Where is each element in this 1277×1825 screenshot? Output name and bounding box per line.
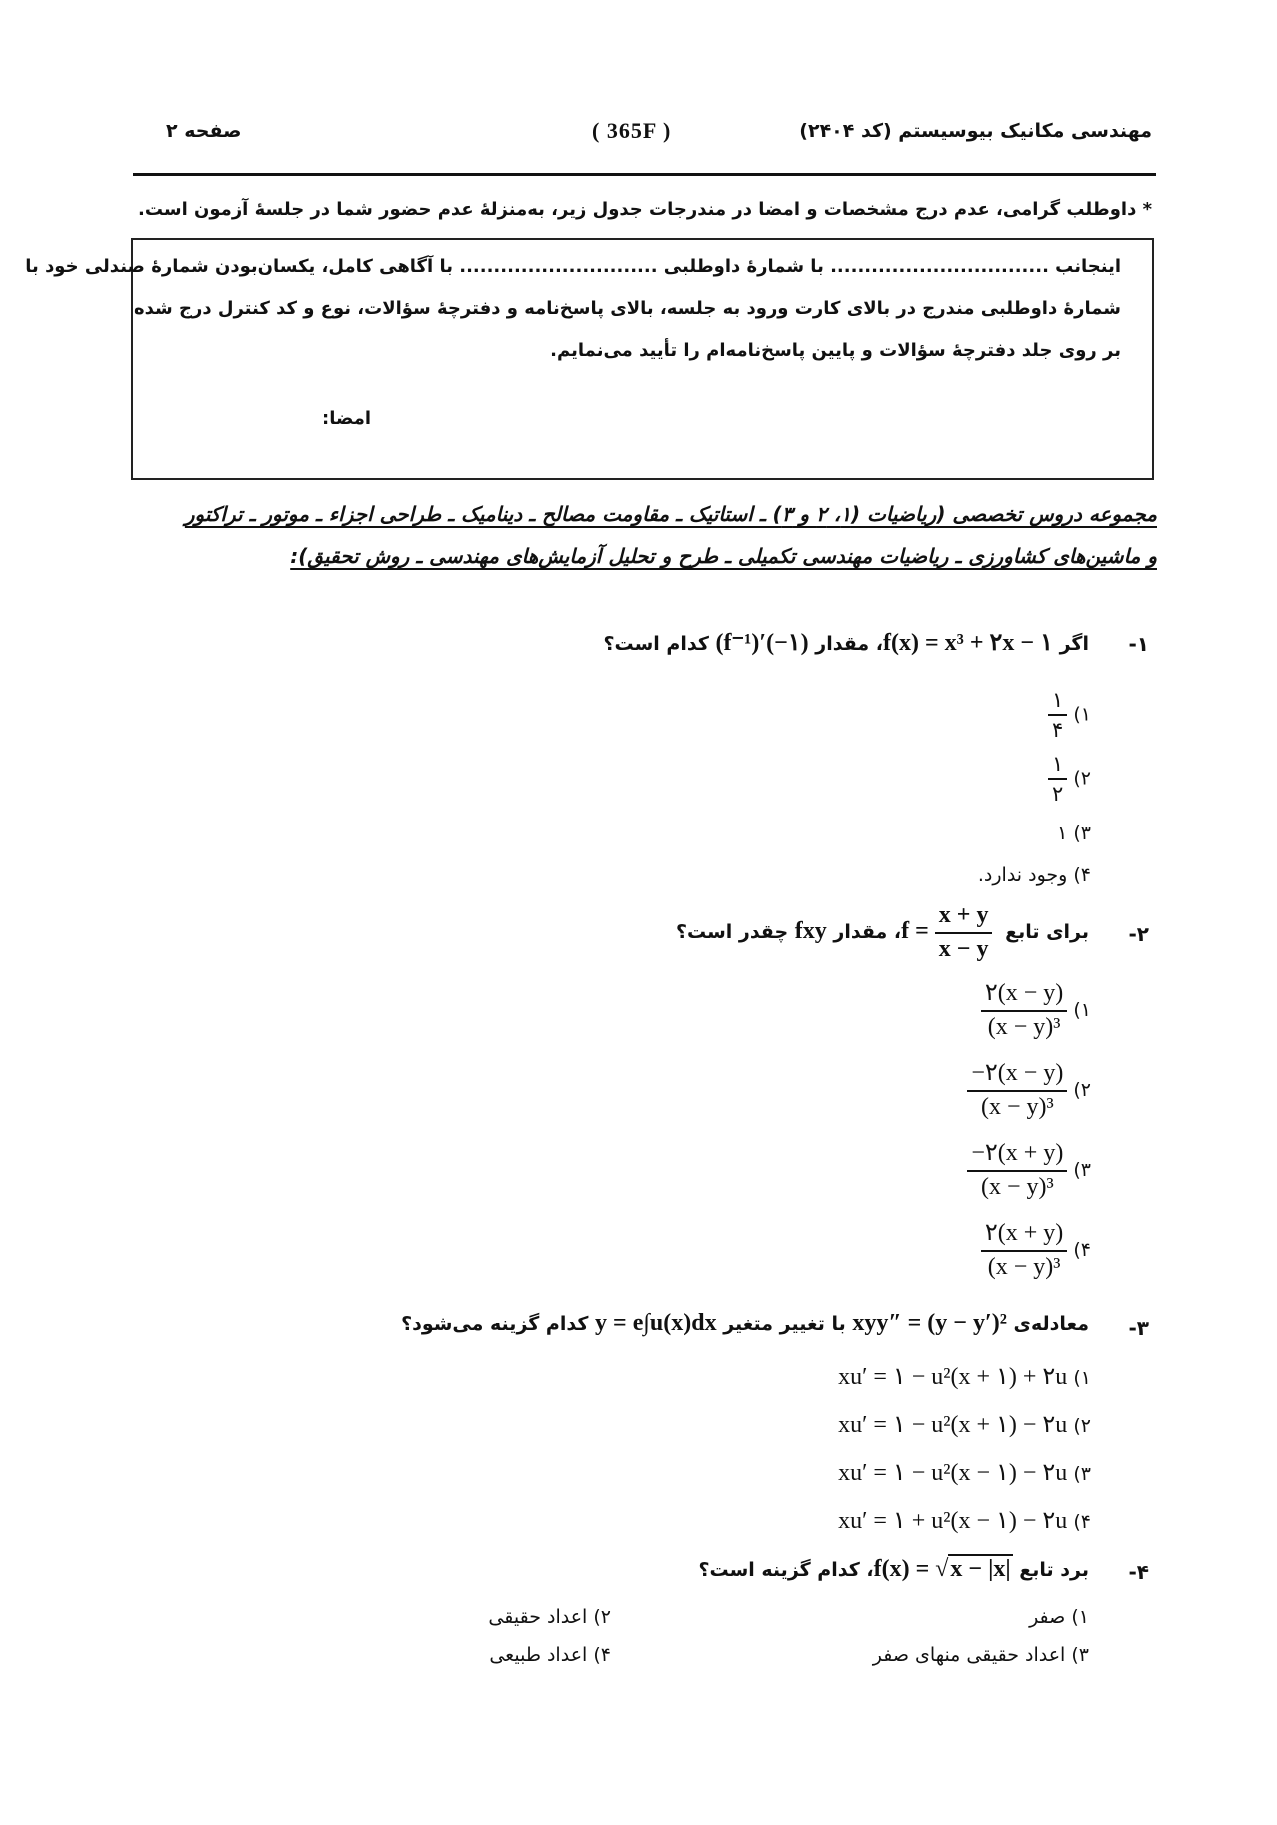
- question-1-stem: [603, 628, 1089, 657]
- option-text: اعداد حقیقی منهای صفر: [872, 1644, 1066, 1666]
- question-3-option-4[interactable]: [838, 1506, 1091, 1535]
- question-2-formula-2: fxy: [794, 918, 827, 945]
- option-label: ۱): [1071, 1606, 1089, 1628]
- option-text: xu′ = ۱ − u²(x + ۱) + ۲u: [838, 1364, 1068, 1390]
- question-2-stem: [676, 902, 1089, 963]
- radicand: x − |x|: [950, 1556, 1011, 1582]
- option-label: ۴): [1073, 1239, 1091, 1262]
- question-1-prefix: اگر: [1059, 633, 1089, 655]
- fraction: [1048, 752, 1067, 806]
- question-4-prefix: برد تابع: [1019, 1559, 1089, 1581]
- question-3-middle: با تغییر متغیر: [723, 1313, 846, 1335]
- denominator: x − y: [938, 935, 989, 962]
- fraction: [1048, 688, 1067, 742]
- question-2-option-1[interactable]: [981, 980, 1091, 1041]
- question-3-formula-2: y = e∫u(x)dx: [595, 1310, 717, 1336]
- option-label: ۳): [1073, 1463, 1091, 1485]
- option-label: ۲): [1073, 1079, 1091, 1102]
- option-label: ۴): [593, 1644, 611, 1666]
- question-1-formula: f(x) = x³ + ۲x − ۱: [883, 630, 1053, 656]
- denominator: (x − y)³: [980, 1093, 1054, 1120]
- fraction: [981, 1220, 1067, 1281]
- question-2-number: ۲-: [1128, 922, 1149, 946]
- numerator: ۲(x + y): [981, 1220, 1067, 1252]
- header-divider: [133, 173, 1156, 176]
- question-4-stem: [698, 1556, 1089, 1583]
- denominator: ۲: [1052, 782, 1064, 807]
- option-text: ۱: [1057, 822, 1068, 844]
- question-3-option-2[interactable]: [838, 1410, 1091, 1439]
- option-label: ۳): [1071, 1644, 1089, 1666]
- question-4-option-3[interactable]: [873, 1644, 1089, 1666]
- option-text: صفر: [1029, 1606, 1066, 1628]
- question-3-formula: xyy″ = (y − y′)²: [852, 1310, 1007, 1336]
- question-4-option-2[interactable]: [488, 1606, 611, 1628]
- numerator: ۱: [1048, 752, 1067, 780]
- numerator: x + y: [935, 902, 993, 934]
- question-3-option-1[interactable]: [838, 1362, 1091, 1391]
- fraction: [967, 1060, 1067, 1121]
- option-label: ۲): [1073, 767, 1091, 790]
- declaration-line-2: شمارهٔ داوطلبی مندرج در بالای کارت ورود به جلسه، بالای پاسخ‌نامه و دفترچهٔ سؤالات، نوع و کد کنترل درج شده: [134, 298, 1121, 319]
- fraction: [967, 1140, 1067, 1201]
- question-2-option-3[interactable]: [967, 1140, 1091, 1201]
- option-label: ۲): [1073, 1415, 1091, 1437]
- question-4-suffix: ، کدام گزینه است؟: [698, 1559, 874, 1581]
- question-3-prefix: معادله‌ی: [1013, 1313, 1089, 1335]
- option-label: ۱): [1073, 999, 1091, 1022]
- numerator: −۲(x + y): [967, 1140, 1067, 1172]
- option-label: ۱): [1073, 1367, 1091, 1389]
- declaration-line-1: اینجانب ................................ با شمارهٔ داوطلبی ............................. با آگاهی کامل، یکسان‌بودن شمارهٔ صندلی خود با: [25, 256, 1121, 277]
- subjects-line-1: مجموعه دروس تخصصی (ریاضیات (۱، ۲ و ۳) ـ استاتیک ـ مقاومت مصالح ـ دینامیک ـ طراحی اجزاء ـ موتور ـ تراکتور: [184, 502, 1157, 526]
- question-3-number: ۳-: [1128, 1316, 1149, 1340]
- question-1-option-1[interactable]: [1048, 688, 1091, 742]
- question-4-option-4[interactable]: [489, 1644, 611, 1666]
- numerator: −۲(x − y): [967, 1060, 1067, 1092]
- lhs: f =: [901, 918, 929, 945]
- question-2-formula: [901, 902, 998, 962]
- option-text: xu′ = ۱ − u²(x − ۱) − ۲u: [838, 1460, 1068, 1486]
- option-label: ۱): [1073, 703, 1091, 726]
- question-2-middle: ، مقدار: [833, 921, 902, 944]
- subjects-line-2: و ماشین‌های کشاورزی ـ ریاضیات مهندسی تکمیلی ـ طرح و تحلیل آزمایش‌های مهندسی ـ روش تحقیق):: [290, 544, 1157, 568]
- booklet-code: ( 365F ): [592, 118, 672, 143]
- question-1-formula-2: (f⁻¹)′(−۱): [715, 630, 809, 656]
- question-1-middle: ، مقدار: [815, 633, 883, 655]
- question-1-option-4[interactable]: [978, 864, 1091, 886]
- option-text: اعداد حقیقی: [488, 1606, 588, 1628]
- question-2-option-2[interactable]: [967, 1060, 1091, 1121]
- exam-title: مهندسی مکانیک بیوسیستم (کد ۲۴۰۴): [799, 120, 1152, 142]
- question-1-option-3[interactable]: [1057, 822, 1091, 844]
- question-1-suffix: کدام است؟: [603, 633, 709, 655]
- numerator: ۲(x − y): [981, 980, 1067, 1012]
- question-1-option-2[interactable]: [1048, 752, 1091, 806]
- question-1-number: ۱-: [1128, 632, 1149, 656]
- fraction: [935, 902, 993, 963]
- option-label: ۳): [1073, 1159, 1091, 1182]
- question-2-option-4[interactable]: [981, 1220, 1091, 1281]
- numerator: ۱: [1048, 688, 1067, 716]
- denominator: (x − y)³: [987, 1013, 1061, 1040]
- declaration-line-3: بر روی جلد دفترچهٔ سؤالات و پایین پاسخ‌نامه‌ام را تأیید می‌نمایم.: [550, 340, 1121, 361]
- question-2-suffix: چقدر است؟: [675, 921, 789, 944]
- question-3-stem: [401, 1310, 1089, 1337]
- denominator: (x − y)³: [980, 1173, 1054, 1200]
- option-label: ۲): [593, 1606, 611, 1628]
- question-4-option-1[interactable]: [1029, 1606, 1089, 1628]
- question-2-prefix: برای تابع: [1005, 921, 1089, 944]
- option-text: xu′ = ۱ + u²(x − ۱) − ۲u: [838, 1508, 1068, 1534]
- option-text: xu′ = ۱ − u²(x + ۱) − ۲u: [838, 1412, 1068, 1438]
- denominator: (x − y)³: [987, 1253, 1061, 1280]
- signature-label: امضا:: [322, 408, 372, 429]
- option-text: اعداد طبیعی: [489, 1644, 588, 1666]
- question-4-formula: f(x) = √x − |x|: [873, 1556, 1011, 1582]
- question-4-number: ۴-: [1128, 1560, 1149, 1584]
- question-3-suffix: کدام گزینه می‌شود؟: [401, 1313, 589, 1335]
- denominator: ۴: [1052, 718, 1064, 743]
- option-text: وجود ندارد.: [977, 864, 1068, 886]
- page-number: صفحه ۲: [166, 120, 242, 142]
- fraction: [981, 980, 1067, 1041]
- candidate-notice: * داوطلب گرامی، عدم درج مشخصات و امضا در مندرجات جدول زیر، به‌منزلهٔ عدم حضور شما در جلسهٔ آزمون است.: [138, 199, 1152, 220]
- option-label: ۳): [1073, 822, 1091, 844]
- lhs: f(x) =: [873, 1556, 930, 1582]
- option-label: ۴): [1073, 1511, 1091, 1533]
- option-label: ۴): [1073, 864, 1091, 886]
- question-3-option-3[interactable]: [838, 1458, 1091, 1487]
